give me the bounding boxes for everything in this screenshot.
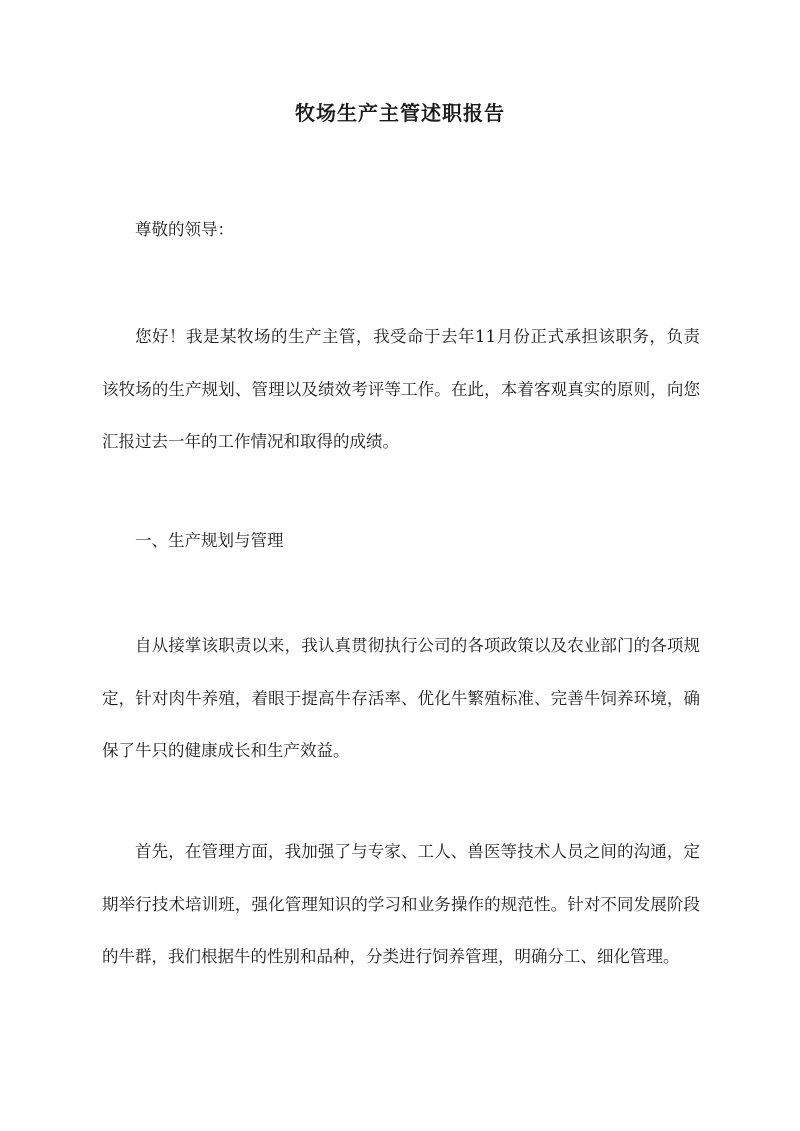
paragraph-planning: 自从接掌该职责以来，我认真贯彻执行公司的各项政策以及农业部门的各项规定，针对肉牛养殖，着眼于提高牛存活率、优化牛繁殖标准、完善牛饲养环境，确保了牛只的健康成长和生产效益。 xyxy=(102,636,700,760)
salutation: 尊敬的领导： xyxy=(135,220,234,239)
paragraph-management: 首先，在管理方面，我加强了与专家、工人、兽医等技术人员之间的沟通，定期举行技术培训班，强化管理知识的学习和业务操作的规范性。针对不同发展阶段的牛群，我们根据牛的性别和品种，分类进行饲养管理，明确分工、细化管理。 xyxy=(102,842,700,966)
document-title: 牧场生产主管述职报告 xyxy=(295,101,505,125)
section-heading-production-planning: 一、生产规划与管理 xyxy=(135,531,284,550)
paragraph-intro: 您好！我是某牧场的生产主管，我受命于去年11月份正式承担该职务，负责该牧场的生产规划、管理以及绩效考评等工作。在此，本着客观真实的原则，向您汇报过去一年的工作情况和取得的成绩。 xyxy=(102,327,700,451)
